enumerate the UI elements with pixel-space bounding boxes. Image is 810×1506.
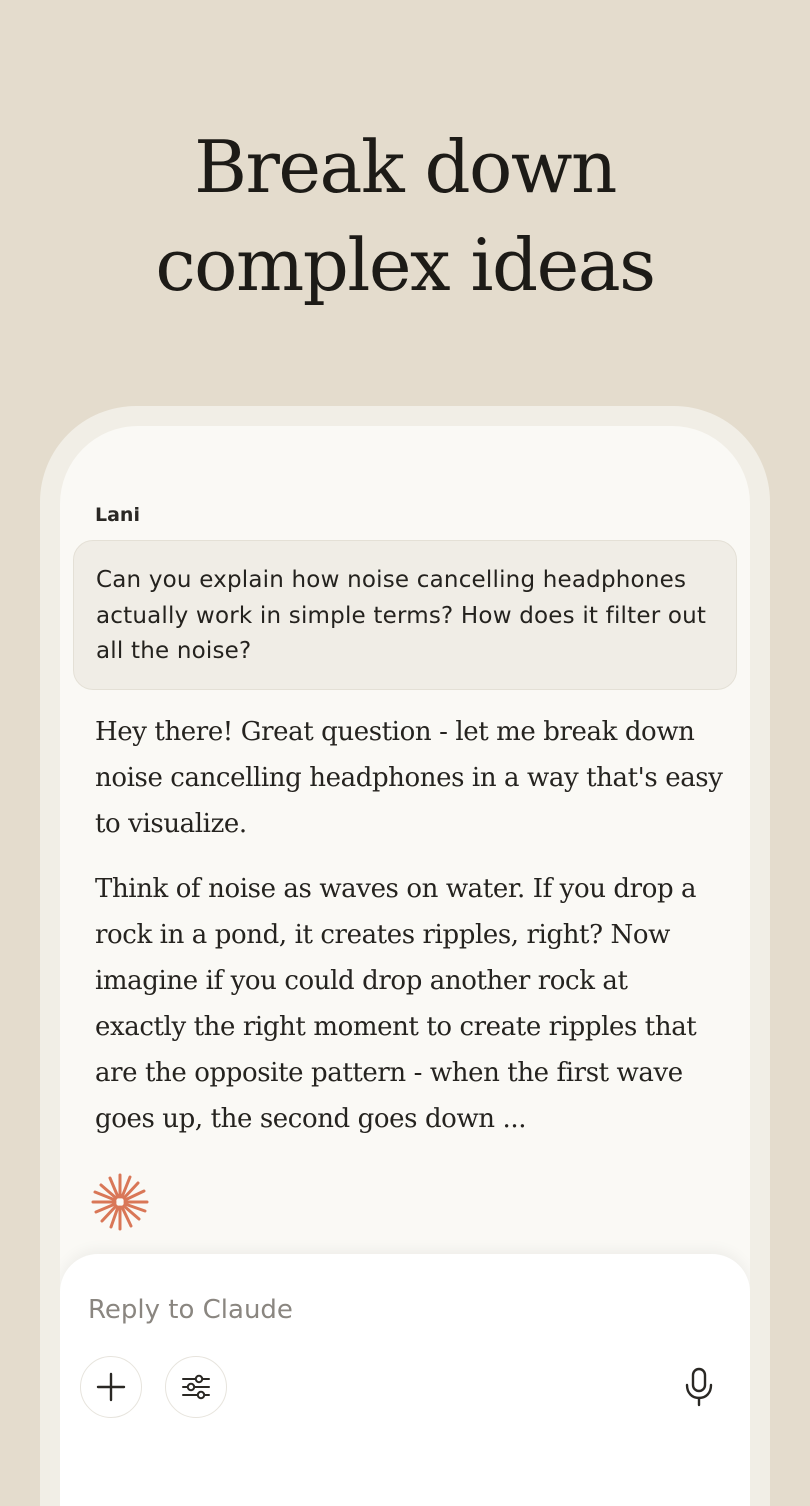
- headline-line-1: Break down: [194, 125, 616, 209]
- user-message-text: Can you explain how noise cancelling headphones actually work in simple terms? How does it filter out all the noise?: [96, 567, 707, 664]
- assistant-paragraph-2: Think of noise as waves on water. If you drop a rock in a pond, it creates ripples, right? Now imagine if you could drop another rock at exactly the right moment to create ripples that are the opposite pattern - when the first wave goes up, the second goes down ...: [95, 874, 697, 1134]
- user-message-bubble: [73, 540, 737, 690]
- headline-line-2: complex ideas: [155, 223, 655, 307]
- tools-button[interactable]: [165, 1356, 227, 1418]
- headline: [0, 118, 810, 314]
- assistant-paragraph-1: Hey there! Great question - let me break down noise cancelling headphones in a way that's easy to visualize.: [95, 717, 723, 839]
- claude-spark-icon: [90, 1172, 150, 1232]
- phone-screen: [60, 426, 750, 1506]
- microphone-icon: [683, 1367, 715, 1407]
- voice-button[interactable]: [674, 1356, 724, 1418]
- plus-icon: [96, 1372, 126, 1402]
- add-button[interactable]: [80, 1356, 142, 1418]
- sliders-icon: [180, 1371, 212, 1403]
- composer: [60, 1254, 750, 1506]
- reply-input[interactable]: [88, 1290, 648, 1330]
- user-name: Lani: [95, 504, 140, 526]
